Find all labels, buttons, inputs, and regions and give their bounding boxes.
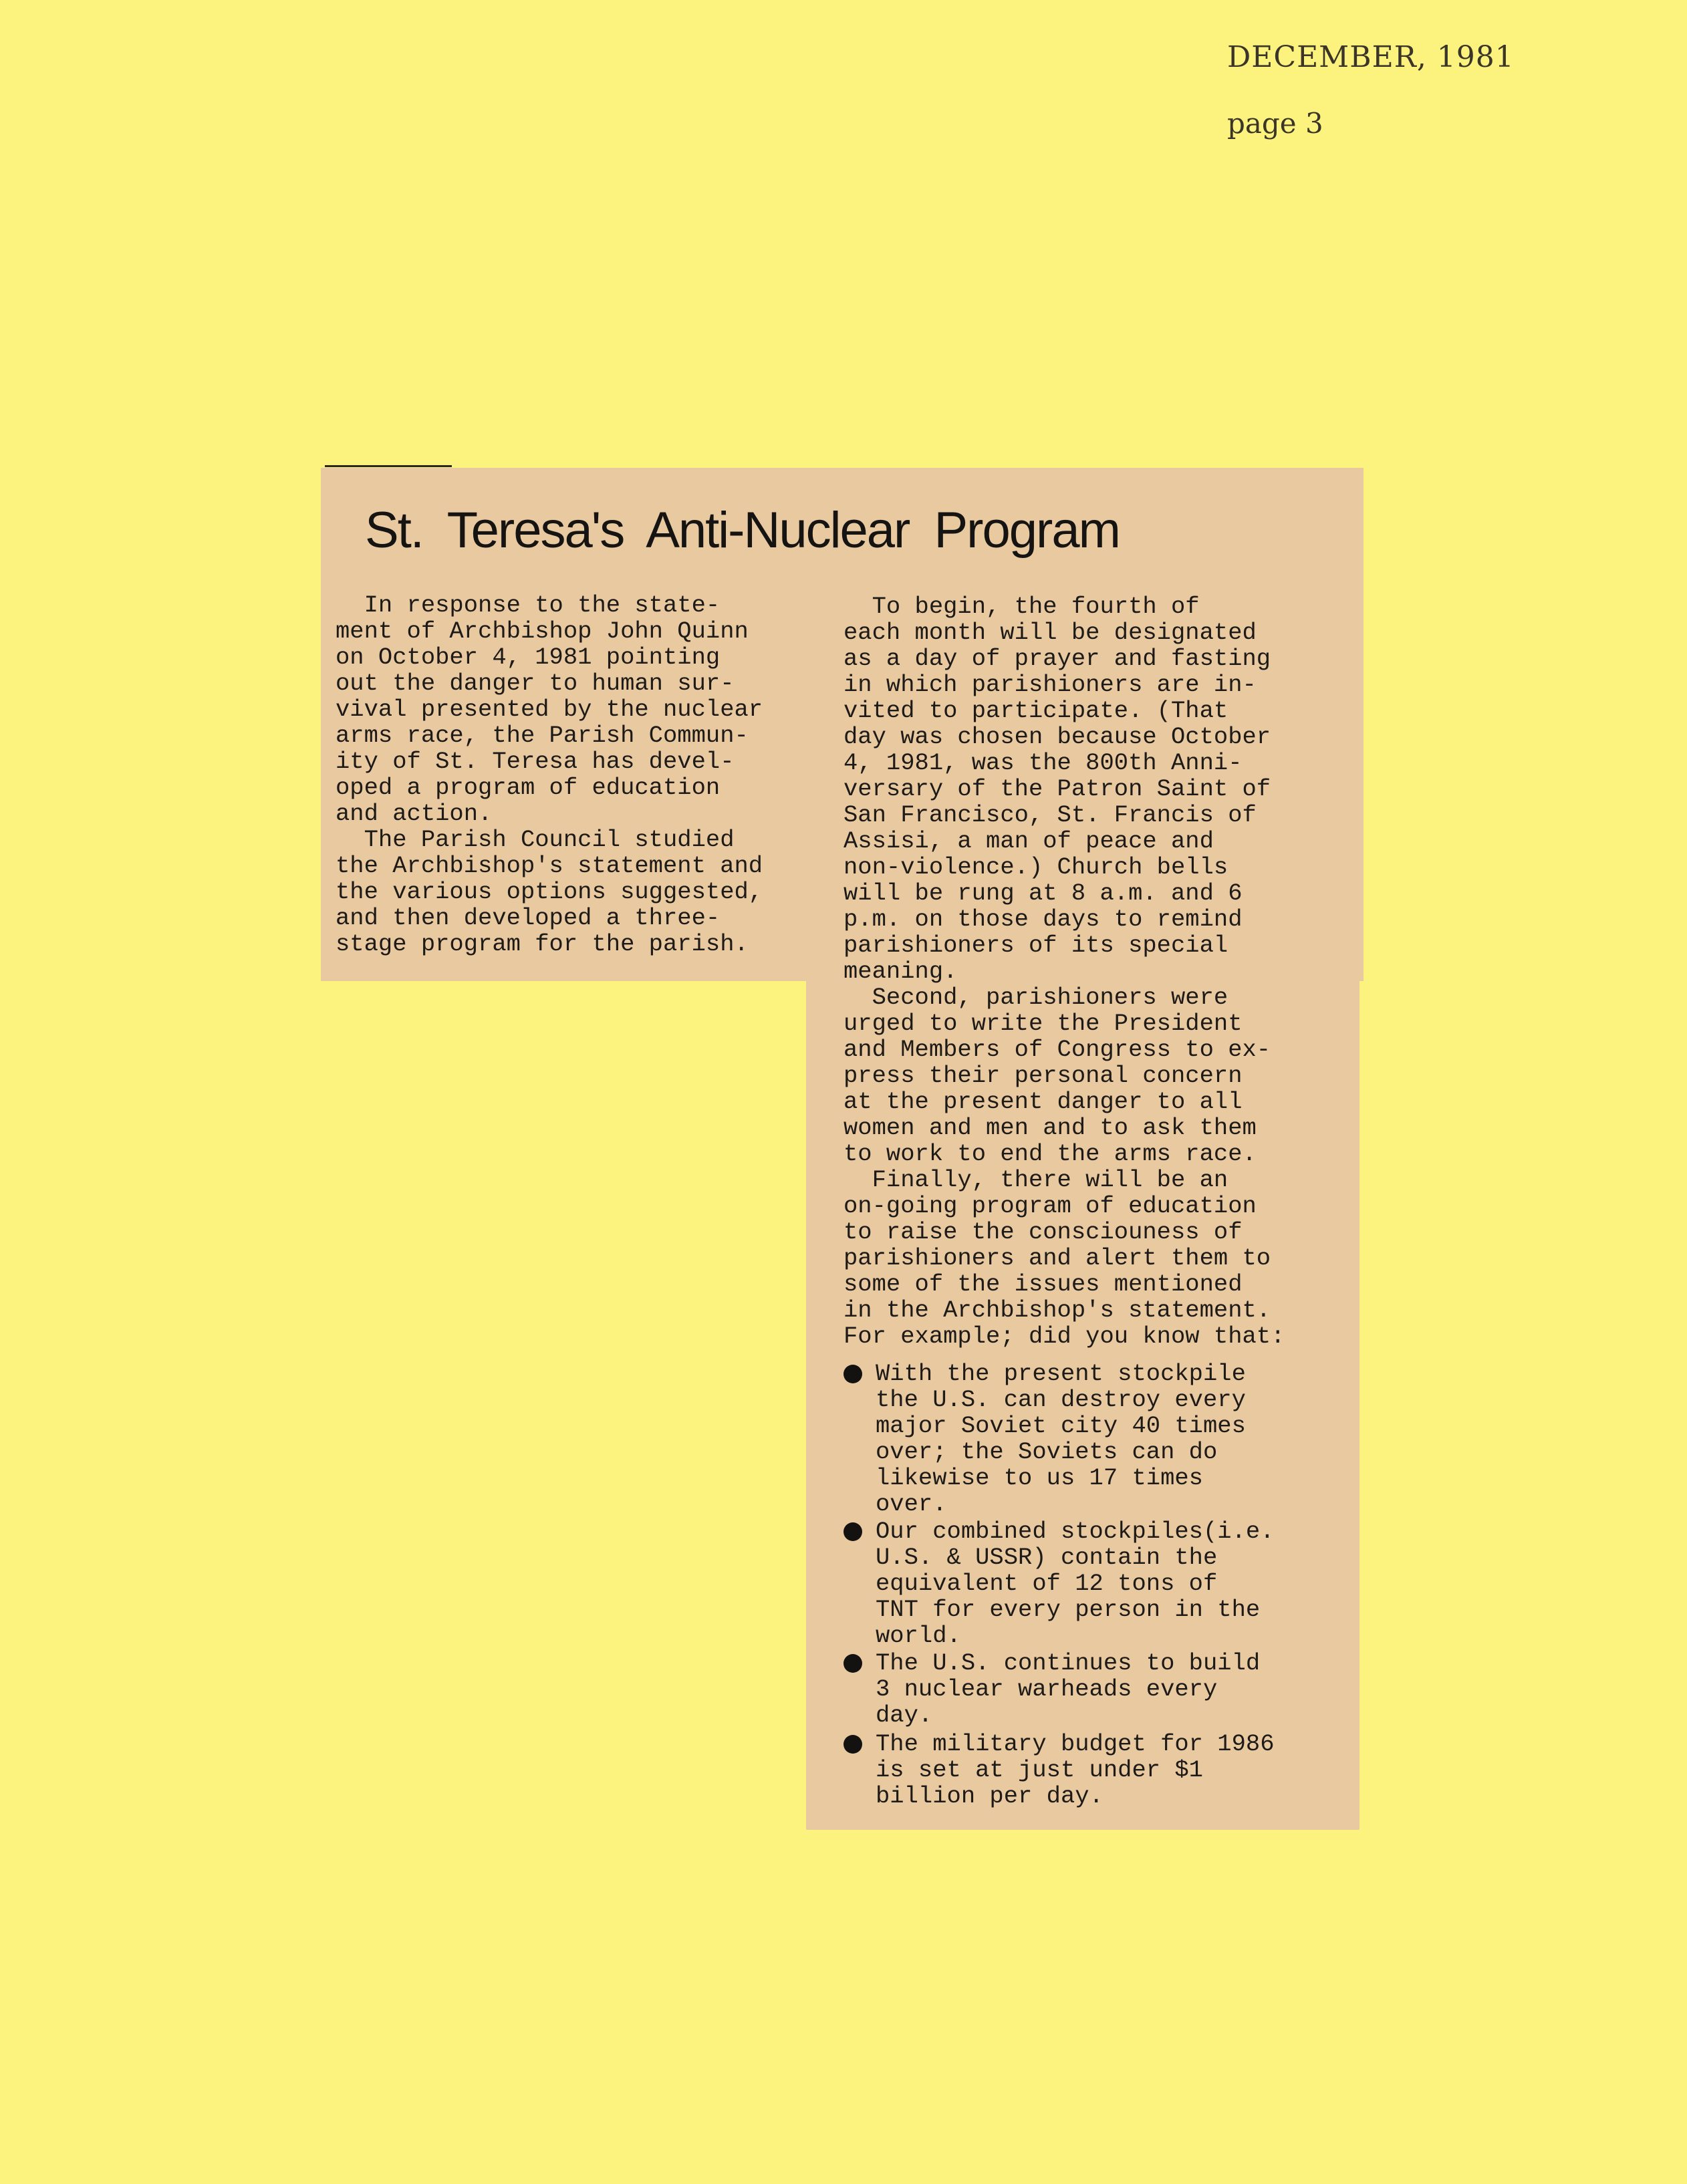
fact-bullet-list (844, 1361, 1275, 1809)
fact-bullet-text: Our combined stockpiles(i.e. U.S. & USSR) contain the equivalent of 12 tons of TNT for every person in the world. (876, 1518, 1275, 1649)
bullet-dot-icon (844, 1365, 862, 1383)
article-headline: St. Teresa's Anti-Nuclear Program (365, 502, 1120, 559)
fact-bullet-item (844, 1361, 1275, 1517)
bullet-dot-icon (844, 1522, 862, 1541)
fact-bullet-text: The military budget for 1986 is set at just under $1 billion per day. (876, 1730, 1275, 1810)
article-right-column: To begin, the fourth of each month will be designated as a day of prayer and fasting in which parishioners are in- vited to participate. (That day was chosen because October 4, 1981, was the 800th Anni- versary of the Patron Saint of San Francisco, St. Francis of Assisi, a man of peace and non-violence.) Church bells will be rung at 8 a.m. and 6 p.m. on those days to remind parishioners of its special meaning. Second, parishioners were urged to write the President and Members of Congress to ex- press their personal concern at the present danger to all women and men and to ask them to work to end the arms race. Finally, there will be an on-going program of education to raise the consciouness of parishioners and alert them to some of the issues mentioned in the Archbishop's statement. For example; did you know that: (844, 593, 1285, 1350)
bullet-dot-icon (844, 1654, 862, 1673)
fact-bullet-text: The U.S. continues to build 3 nuclear warheads every day. (876, 1649, 1261, 1729)
header-date: DECEMBER, 1981 (1227, 40, 1515, 74)
clipping-edge-line (325, 465, 452, 467)
article-left-column: In response to the state- ment of Archbishop John Quinn on October 4, 1981 pointing out the danger to human sur- vival presented by the nuclear arms race, the Parish Commun- ity of St. Teresa has devel- oped a program of education and action. The Parish Council studied the Archbishop's statement and the various options suggested, and then developed a three- stage program for the parish. (336, 591, 763, 958)
fact-bullet-item (844, 1731, 1275, 1809)
bullet-dot-icon (844, 1735, 862, 1754)
fact-bullet-item (844, 1518, 1275, 1649)
header-page-number: page 3 (1227, 107, 1323, 140)
fact-bullet-text: With the present stockpile the U.S. can destroy every major Soviet city 40 times over; the Soviets can do likewise to us 17 times over. (876, 1360, 1246, 1518)
fact-bullet-item (844, 1650, 1275, 1728)
